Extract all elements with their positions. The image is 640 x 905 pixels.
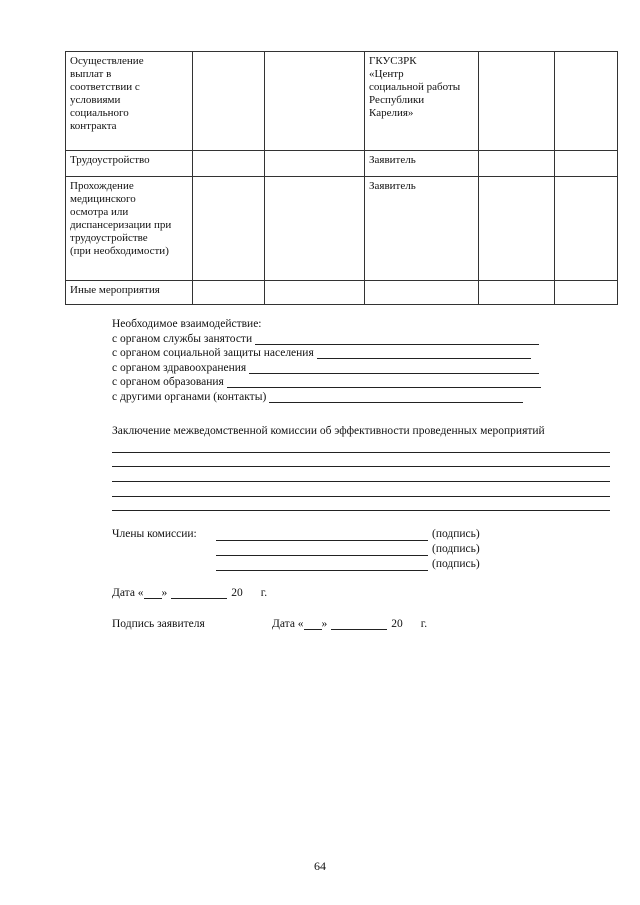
- interaction-blank-line: [317, 348, 531, 359]
- executor-cell: [365, 151, 479, 177]
- interaction-item-label: с органом социальной защиты населения: [112, 347, 314, 359]
- table-row: [66, 52, 618, 151]
- activity-text: условиями: [70, 94, 121, 106]
- activities-table: [65, 51, 618, 305]
- activity-cell: [66, 177, 193, 281]
- executor-text: Заявитель: [369, 180, 416, 192]
- month-blank: [331, 619, 387, 630]
- activity-text: Осуществление: [70, 55, 144, 67]
- executor-line: [369, 154, 474, 167]
- executor-line: [369, 55, 474, 68]
- conclusion-title: Заключение межведомственной комиссии об эффективности проведенных мероприятий: [112, 425, 545, 437]
- activity-text: контракта: [70, 120, 117, 132]
- executor-text: «Центр: [369, 68, 404, 80]
- empty-cell: [479, 52, 555, 151]
- signature-line: [216, 540, 428, 541]
- interaction-row-other: [112, 391, 523, 403]
- interaction-item-label: с органом образования: [112, 376, 224, 388]
- empty-cell: [555, 52, 618, 151]
- empty-cell: [265, 151, 365, 177]
- executor-text: ГКУ: [369, 55, 391, 67]
- table-row: [66, 151, 618, 177]
- empty-cell: [265, 52, 365, 151]
- conclusion-line: [112, 510, 610, 511]
- conclusion-line: [112, 496, 610, 497]
- activity-text: осмотра или: [70, 206, 129, 218]
- table-row: [66, 281, 618, 305]
- interaction-item-label: с органом службы занятости: [112, 333, 253, 345]
- activity-cell: [66, 151, 193, 177]
- empty-cell: [479, 177, 555, 281]
- interaction-item-label: с другими органами (контакты): [112, 391, 267, 403]
- empty-cell: [193, 177, 265, 281]
- empty-cell: [193, 281, 265, 305]
- signature-caption: (подпись): [432, 528, 480, 540]
- interaction-row-education: [112, 376, 541, 388]
- interaction-row-healthcare: [112, 362, 539, 374]
- interaction-blank-line: [255, 334, 539, 345]
- signature-caption: (подпись): [432, 558, 480, 570]
- executor-text: СЗ: [390, 55, 404, 67]
- activity-text: трудоустройстве: [70, 232, 148, 244]
- empty-cell: [555, 281, 618, 305]
- executor-text: социальной работы: [369, 81, 461, 93]
- interaction-row-employment: [112, 333, 539, 345]
- activity-cell: [66, 281, 193, 305]
- conclusion-line: [112, 466, 610, 467]
- signature-caption: (подпись): [432, 543, 480, 555]
- page-number: 64: [314, 859, 326, 873]
- executor-line: [369, 94, 474, 107]
- interaction-title: Необходимое взаимодействие:: [112, 318, 262, 330]
- signature-line: [216, 555, 428, 556]
- executor-text: Республики: [369, 94, 425, 106]
- day-blank: [144, 588, 162, 599]
- activity-text: Иные мероприятия: [70, 284, 160, 296]
- signature-line: [216, 570, 428, 571]
- executor-line: [369, 68, 474, 81]
- year-suffix: г.: [420, 618, 428, 630]
- interaction-row-social-protection: [112, 347, 531, 359]
- table-row: [66, 177, 618, 281]
- executor-text: Карелия»: [369, 107, 414, 119]
- date-mid: »: [321, 618, 328, 630]
- executor-line: [369, 180, 474, 193]
- empty-cell: [193, 151, 265, 177]
- date-prefix: Дата «: [272, 618, 304, 630]
- executor-line: [369, 81, 474, 94]
- activity-text: диспансеризации при: [70, 219, 172, 231]
- empty-cell: [555, 151, 618, 177]
- year-suffix: г.: [260, 587, 268, 599]
- executor-cell: [365, 177, 479, 281]
- executor-cell: [365, 52, 479, 151]
- month-blank: [171, 588, 227, 599]
- conclusion-line: [112, 452, 610, 453]
- empty-cell: [479, 151, 555, 177]
- executor-cell: [365, 281, 479, 305]
- date-mid: »: [161, 587, 168, 599]
- activity-text: выплат в: [70, 68, 112, 80]
- applicant-date-row: [272, 618, 427, 630]
- empty-cell: [555, 177, 618, 281]
- empty-cell: [193, 52, 265, 151]
- activity-text: Прохождение: [70, 180, 134, 192]
- activity-text: соответствии с: [70, 81, 140, 93]
- empty-cell: [265, 281, 365, 305]
- interaction-blank-line: [227, 377, 541, 388]
- activity-cell: [66, 52, 193, 151]
- empty-cell: [265, 177, 365, 281]
- date-row: [112, 587, 267, 599]
- activity-text: (при необходимости): [70, 245, 169, 257]
- executor-text: Заявитель: [369, 154, 416, 166]
- executor-line: [369, 107, 474, 120]
- empty-cell: [479, 281, 555, 305]
- interaction-item-label: с органом здравоохранения: [112, 362, 247, 374]
- conclusion-line: [112, 481, 610, 482]
- executor-text: РК: [403, 55, 417, 67]
- date-prefix: Дата «: [112, 587, 144, 599]
- year-prefix: 20: [231, 587, 243, 599]
- activity-text: Трудоустройство: [70, 154, 150, 166]
- year-prefix: 20: [391, 618, 403, 630]
- activity-text: медицинского: [70, 193, 136, 205]
- day-blank: [304, 619, 322, 630]
- interaction-blank-line: [249, 363, 539, 374]
- interaction-blank-line: [269, 392, 523, 403]
- commission-label: Члены комиссии:: [112, 528, 197, 540]
- applicant-label: Подпись заявителя: [112, 618, 205, 630]
- activity-text: социального: [70, 107, 129, 119]
